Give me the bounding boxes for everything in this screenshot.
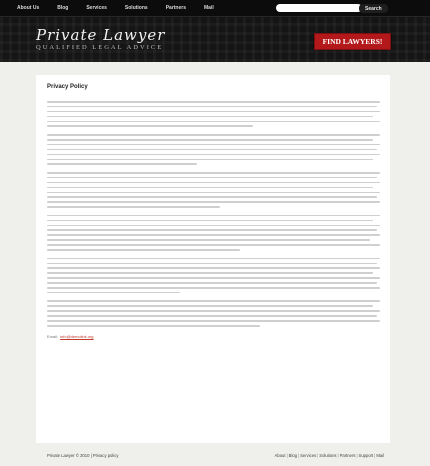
footer-link-blog[interactable]: Blog	[288, 453, 298, 458]
text-paragraph	[47, 215, 380, 251]
site-header	[0, 0, 430, 62]
text-paragraph	[47, 258, 380, 294]
page-title: Privacy Policy	[47, 84, 88, 90]
footer-link-solutions[interactable]: Solutions	[319, 453, 337, 458]
nav-solutions[interactable]: Solutions	[124, 5, 148, 11]
site-footer	[36, 449, 390, 461]
top-navbar	[0, 0, 430, 17]
text-paragraph	[47, 134, 380, 165]
nav-mail[interactable]: Mail	[204, 5, 214, 11]
email-link[interactable]: info@demolink.org	[60, 333, 94, 339]
logo-subtitle: QUALIFIED LEGAL ADVICE	[36, 44, 164, 51]
nav-about-us[interactable]: About Us	[17, 5, 40, 11]
search-input[interactable]	[276, 4, 362, 12]
search-button[interactable]: Search	[359, 4, 388, 13]
footer-link-mail[interactable]: Mail	[376, 453, 384, 458]
main-nav	[8, 3, 223, 11]
nav-blog[interactable]: Blog	[57, 5, 69, 11]
text-paragraph	[47, 300, 380, 326]
footer-link-services[interactable]: Services	[300, 453, 317, 458]
logo-title: Private Lawyer	[36, 26, 166, 44]
footer-link-about[interactable]: About	[274, 453, 286, 458]
text-paragraph	[47, 172, 380, 208]
policy-text	[47, 101, 380, 339]
contact-email	[47, 334, 380, 339]
find-lawyers-button[interactable]: FIND LAWYERS!	[314, 33, 391, 50]
footer-links: About | Blog | Services | Solutions | Partners | Support | Mail	[274, 453, 384, 458]
text-paragraph	[47, 101, 380, 127]
site-logo[interactable]	[36, 28, 165, 51]
footer-link-support[interactable]: Support	[358, 453, 374, 458]
footer-copyright: Private Lawyer © 2010 | Privacy policy	[47, 453, 119, 458]
email-label: Email:	[47, 333, 59, 339]
nav-services[interactable]: Services	[86, 5, 107, 11]
content-panel	[36, 75, 390, 443]
nav-partners[interactable]: Partners	[165, 5, 186, 11]
footer-link-partners[interactable]: Partners	[339, 453, 356, 458]
